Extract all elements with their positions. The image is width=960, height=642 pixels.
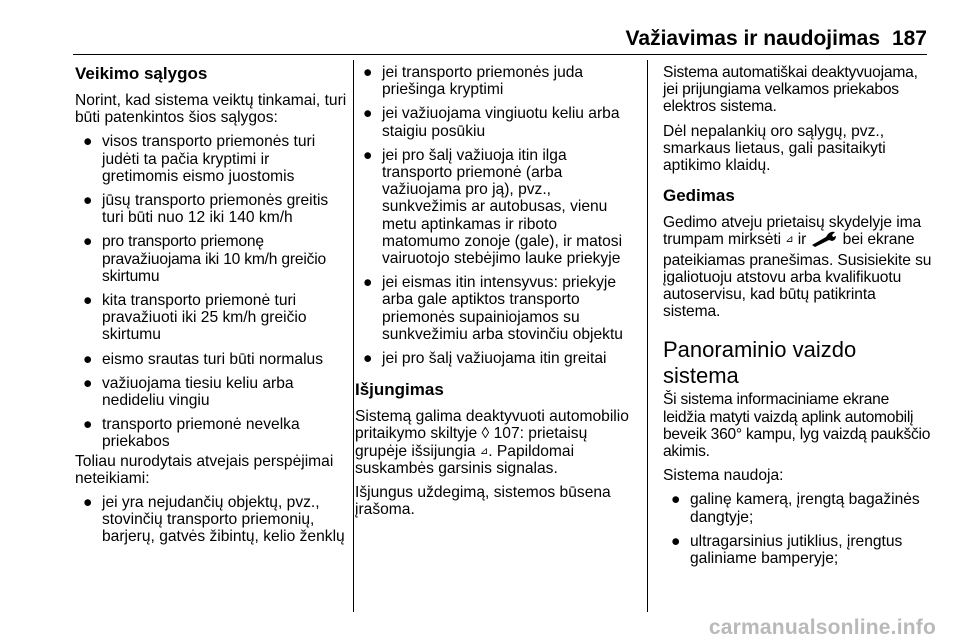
deactivation-paragraph: Sistemą galima deaktyvuoti automobilio pritaikymo skiltyje ◊ 107: prietaisų grupėje išsijungia ⊿. Papildomai suskambės garsinis signalas.	[355, 408, 629, 477]
list-item: ● jūsų transporto priemonės greitis turi būti nuo 12 iki 140 km/h	[83, 192, 329, 227]
list-item: ● ultragarsinius jutiklius, įrengtus galiniame bamperyje;	[671, 532, 903, 568]
wrench-icon	[810, 231, 838, 251]
bullet-icon: ●	[83, 350, 93, 368]
list-item: ● jei pro šalį važiuoja itin ilga transporto priemonė (arba važiuojama pro ją), pvz., sunkvežimis ar autobusas, vienu metu aptinkamas ir riboto matomumo zonoje (gale), ir matosi vairuotojo stebėjimo lauke priekyje	[363, 146, 623, 268]
list-item: ● galinę kamerą, įrengtą bagažinės dangtyje;	[671, 491, 920, 526]
bullet-icon: ●	[363, 146, 373, 164]
warnings-list	[355, 64, 639, 367]
section-heading-conditions: Veikimo sąlygos	[75, 64, 208, 83]
bullet-icon: ●	[363, 350, 373, 368]
list-item: ● jei važiuojama vingiuotu keliu arba staigiu posūkiu	[363, 105, 620, 140]
section-heading-fault: Gedimas	[663, 186, 735, 206]
section-title-panoramic-view: Panoraminio vaizdo sistema	[663, 337, 857, 389]
column-2	[355, 64, 639, 525]
conditions-list	[75, 133, 347, 450]
side-blind-zone-warning-icon: ⊿	[479, 445, 489, 457]
page-reference-link[interactable]: 107:	[493, 425, 524, 443]
system-uses-label: Sistema naudoja:	[663, 467, 784, 485]
column-divider-1	[353, 60, 354, 612]
bullet-icon: ●	[83, 494, 93, 512]
list-item: ● kita transporto priemonė turi pravažiuoti iki 25 km/h greičio skirtumu	[83, 292, 307, 344]
header-title: Važiavimas ir naudojimas	[625, 27, 880, 50]
list-item: ● visos transporto priemonės turi judėti ta pačia kryptimi ir gretimomis eismo juostomis	[83, 133, 316, 185]
bullet-icon: ●	[671, 532, 681, 550]
watermark: carmanualsonline.info	[708, 616, 936, 639]
bullet-icon: ●	[83, 292, 93, 310]
list-item: ● jei transporto priemonės juda priešinga kryptimi	[363, 64, 584, 99]
bullet-icon: ●	[83, 233, 93, 251]
list-item: ● eismo srautas turi būti normalus	[83, 350, 324, 368]
bullet-icon: ●	[363, 105, 373, 123]
list-item: ● jei eismas itin intensyvus: priekyje arba gale aptiktos transporto priemonės supainiojamos su sunkvežimiu arba stovinčiu objektu	[363, 274, 623, 343]
list-item: ● važiuojama tiesiu keliu arba nedideliu vingiu	[83, 374, 294, 410]
panoramic-intro: Ši sistema informaciniame ekrane leidžia matyti vaizdą aplink automobilį beveik 360° kampu, lyg vaizdą paukščio akimis.	[663, 391, 931, 461]
column-1	[75, 64, 347, 553]
section-heading-deactivation: Išjungimas	[355, 380, 444, 400]
bullet-icon: ●	[83, 192, 93, 210]
column-divider-2	[647, 60, 648, 612]
bullet-icon: ●	[671, 491, 681, 509]
weather-paragraph: Dėl nepalankių oro sąlygų, pvz., smarkaus lietaus, gali pasitaikyti aptikimo klaidų.	[663, 122, 886, 175]
ignition-paragraph: Išjungus uždegimą, sistemos būsena įrašoma.	[355, 484, 611, 519]
components-list	[663, 491, 933, 567]
bullet-icon: ●	[83, 416, 93, 434]
column-3	[663, 64, 933, 574]
warnings-intro: Toliau nurodytais atvejais perspėjimai neteikiami:	[75, 452, 334, 487]
side-blind-zone-warning-icon: ⊿	[785, 234, 794, 246]
page-number: 187	[891, 27, 927, 50]
list-item: ● pro transporto priemonę pravažiuojama iki 10 km/h greičio skirtumu	[83, 233, 326, 285]
header-rule	[73, 54, 927, 55]
bullet-icon: ●	[83, 133, 93, 151]
bullet-icon: ●	[83, 374, 93, 392]
list-item: ● jei yra nejudančių objektų, pvz., stovinčių transporto priemonių, barjerų, gatvės žibintų, kelio ženklų	[83, 494, 345, 546]
list-item: ● jei pro šalį važiuojama itin greitai	[363, 350, 607, 368]
fault-paragraph: Gedimo atveju prietaisų skydelyje ima trumpam mirksėti ⊿ ir bei ekrane pateikiamas pranešimas. Susisiekite su įgaliotuoju atstovu arba kvalifikuotu autoservisu, kad būtų patikrinta sistema.	[663, 214, 932, 321]
bullet-icon: ●	[363, 64, 373, 81]
bullet-icon: ●	[363, 274, 373, 292]
reference-arrow-icon: ◊	[481, 425, 490, 443]
trailer-paragraph: Sistema automatiškai deaktyvuojama, jei prijungiama velkamos priekabos elektros sistema.	[663, 64, 918, 116]
conditions-intro: Norint, kad sistema veiktų tinkamai, turi būti patenkintos šios sąlygos:	[75, 92, 347, 127]
list-item: ● transporto priemonė nevelka priekabos	[83, 416, 300, 451]
warnings-list-start	[75, 494, 347, 546]
